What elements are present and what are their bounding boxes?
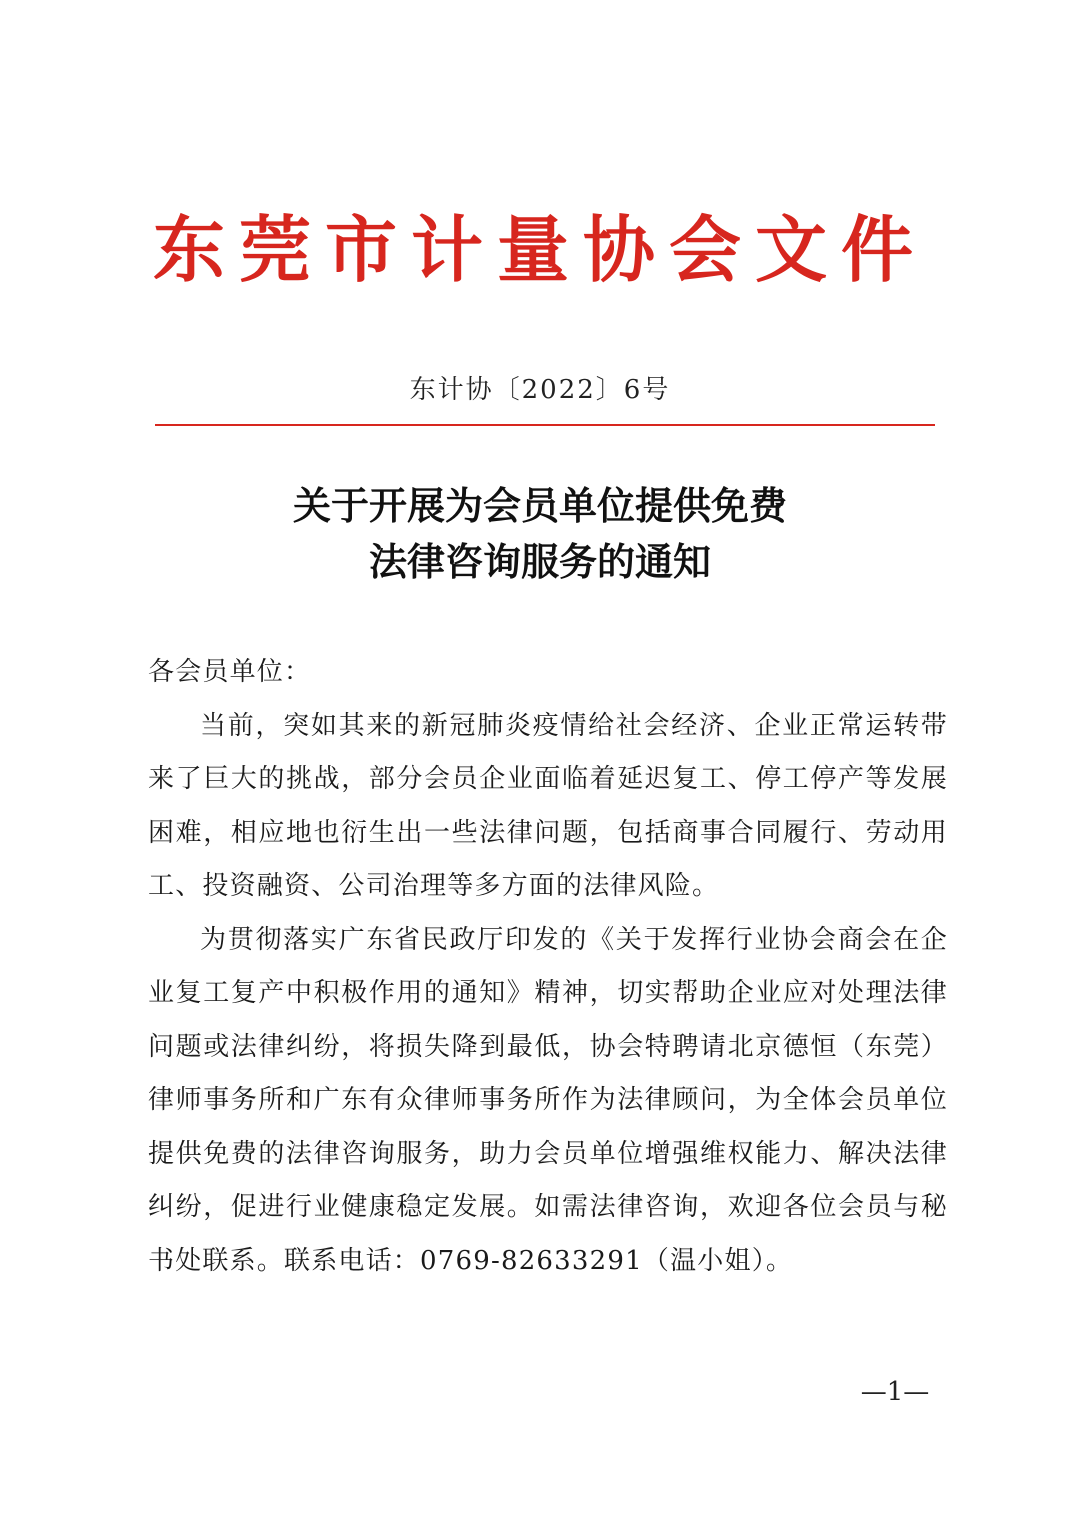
paragraph-1: 当前，突如其来的新冠肺炎疫情给社会经济、企业正常运转带来了巨大的挑战，部分会员企业面临着延迟复工、停工停产等发展困难，相应地也衍生出一些法律问题，包括商事合同履行、劳动用工、投资融资、公司治理等多方面的法律风险。 bbox=[148, 710, 948, 901]
red-divider-line bbox=[155, 424, 935, 426]
notice-body bbox=[148, 646, 948, 1288]
page-number: —1— bbox=[860, 1377, 930, 1407]
notice-title bbox=[0, 478, 1080, 590]
document-number: 东计协〔2022〕6号 bbox=[409, 375, 671, 405]
notice-title-line-2: 法律咨询服务的通知 bbox=[368, 540, 711, 584]
paragraph-2: 为贯彻落实广东省民政厅印发的《关于发挥行业协会商会在企业复工复产中积极作用的通知》精神，切实帮助企业应对处理法律问题或法律纠纷，将损失降到最低，协会特聘请北京德恒（东莞）律师事务所和广东有众律师事务所作为法律顾问，为全体会员单位提供免费的法律咨询服务，助力会员单位增强维权能力、解决法律纠纷，促进行业健康稳定发展。如需法律咨询，欢迎各位会员与秘书处联系。联系电话：0769-82633291（温小姐）。 bbox=[148, 924, 948, 1276]
salutation: 各会员单位： bbox=[148, 657, 312, 687]
notice-title-line-1: 关于开展为会员单位提供免费 bbox=[292, 484, 787, 528]
masthead-title: 东莞市计量协会文件 bbox=[152, 208, 927, 292]
